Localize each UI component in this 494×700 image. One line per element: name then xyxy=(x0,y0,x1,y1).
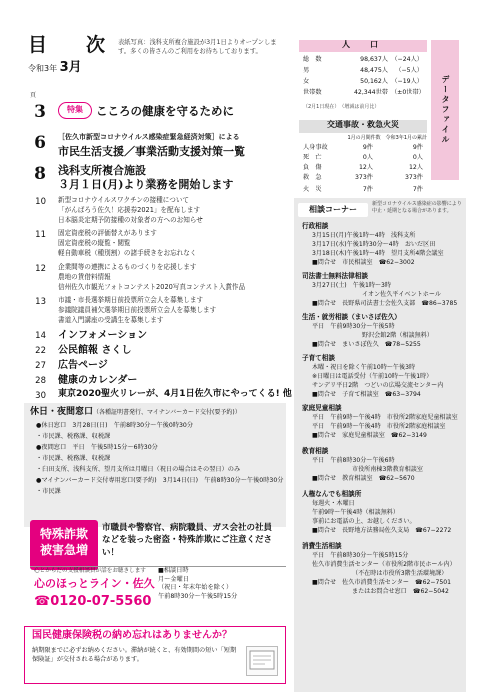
consult-line: 平日 午前9時～午後4時 市役所2階家庭相談室 xyxy=(312,423,446,430)
traffic-title: 交通事故・救急火災 xyxy=(299,120,427,133)
page-title: 目 次 xyxy=(28,34,116,56)
consult-heading: 消費生活相談 xyxy=(302,542,342,550)
toc-page-number: 6 xyxy=(34,133,46,153)
consult-line: ■問合せ 子育て相談室 ☎63−3794 xyxy=(312,391,421,398)
insurance-card-illustration xyxy=(246,646,278,676)
toc-page-number: 10 xyxy=(35,197,46,207)
consult-heading: 人権なんでも相談所 xyxy=(302,490,362,498)
consult-line: 平日 午前8時30分～午後6時 xyxy=(312,457,395,464)
toc-entry-line[interactable]: 「がんばろう佐久！応援券2021」を配布します xyxy=(58,206,201,214)
holiday-window-title: 休日・夜間窓口（各種証明書発行、マイナンバーカード交付(要予約)） xyxy=(30,407,241,417)
window-line: ・市民課、税務課、収税課 xyxy=(36,433,111,440)
toc-entry-line[interactable]: 参議院議員補欠選挙期日前投票所立会人を募集します xyxy=(58,306,217,314)
toc-entry-line[interactable]: 農地の賃借料情報 xyxy=(58,273,111,281)
toc-entry-line[interactable]: 新型コロナウイルスワクチンの接種について xyxy=(58,196,190,204)
toc-entry-line[interactable]: ［佐久市新型コロナウイルス感染症緊急経済対策］による xyxy=(58,133,240,141)
population-note: （2月1日現在） （増減は前月比） xyxy=(303,104,380,110)
hotline-hours: ■相談日時 月～金曜日 （祝日・年末年始を除く） 午前8時30分～午後5時15分 xyxy=(158,567,238,601)
window-line: ・市民課 xyxy=(36,488,61,495)
consult-line: またはお問合せ窓口 ☎62−5042 xyxy=(352,588,449,595)
toc-page-number: 3 xyxy=(34,102,46,122)
consult-line: イオン佐久平イベントホール xyxy=(362,291,441,298)
consult-line: ■問合せ 佐久市消費生活センター ☎62−7501 xyxy=(312,579,451,586)
toc-page-number: 22 xyxy=(35,346,46,356)
consult-line: 毎週火・木曜日 xyxy=(312,500,355,507)
consult-heading: 司法書士無料法律相談 xyxy=(302,272,368,280)
population-title: 人 口 xyxy=(299,40,427,52)
consult-line: 平日 午前9時30分～午後5時 xyxy=(312,323,395,330)
feature-badge: 特集 xyxy=(58,102,92,119)
hotline-title: 心のほっとライン・佐久 xyxy=(34,577,155,590)
consult-line: 野沢会館2階（相談無料） xyxy=(362,332,433,339)
consult-line: 事前にお電話の上、お越しください。 xyxy=(312,518,416,525)
consult-line: 午前9時～午後4時（相談無料） xyxy=(312,509,399,516)
toc-entry-line[interactable]: 日本脳炎定期予防接種の対象者の方へのお知らせ xyxy=(58,216,203,224)
cover-photo-note: 表紙写真：浅科支所複合施設が3月1日よりオープンします。多くの皆さんのご利用をお待ちしております。 xyxy=(118,39,277,56)
toc-entry-line[interactable]: 企業間等の連携によるものづくりを応援します xyxy=(58,263,197,271)
toc-page-number: 14 xyxy=(35,331,46,341)
window-line: ●マイナンバーカード交付専用窓口(要予約) 3月14日(日) 午前8時30分～午後0時30分 xyxy=(36,477,284,484)
window-line: ●休日窓口 3月28日(日) 午前8時30分～午後0時30分 xyxy=(36,422,194,429)
traffic-row: 救 急 373件 373件 xyxy=(303,174,423,181)
consult-heading: 行政相談 xyxy=(302,222,329,230)
toc-entry-title[interactable]: ３月１日(月)より業務を開始します xyxy=(58,178,234,191)
toc-entry-line[interactable]: 固定資産税の縦覧・閲覧 xyxy=(58,239,131,247)
consult-heading: 教育相談 xyxy=(302,447,329,455)
toc-page-number: 11 xyxy=(35,230,46,240)
toc-entry-title[interactable]: 浅科支所複合施設 xyxy=(58,164,146,177)
traffic-subheader: 1月の月間件数 令和3年1月の累計 xyxy=(347,135,427,141)
toc-entry-line[interactable]: 市議・市長選挙期日前投票所立会人を募集します xyxy=(58,296,204,304)
toc-page-number: 12 xyxy=(35,264,46,274)
consult-line: ■問合せ 教育相談室 ☎62−5670 xyxy=(312,475,415,482)
toc-entry-line[interactable]: 信州佐久市観光フォトコンテスト2020写真コンテスト入賞作品 xyxy=(58,283,246,291)
toc-entry-title[interactable]: 健康のカレンダー xyxy=(58,375,138,386)
consult-line: 3月15日(月)午後1時～4時 浅科支所 xyxy=(312,232,416,239)
consult-line: 佐久市消費生活センター（市役所2階市民ホール内） xyxy=(312,561,456,568)
toc-page-number: 30 xyxy=(35,391,46,401)
consult-heading: 子育て相談 xyxy=(302,354,335,362)
nhi-notice-text: 納期限までに必ずお納めください。滞納が続くと、有効期間の短い「短期保険証」が交付される場合があります。 xyxy=(32,647,237,663)
hotline-phone[interactable]: ☎0120-07-5560 xyxy=(34,594,152,609)
population-row: 総 数 98,637人 （−24人） xyxy=(303,56,423,63)
consult-line: 平日 午前9時～午後4時 市役所2階家庭児童相談室 xyxy=(312,414,458,421)
window-line: ●夜間窓口 平日 午後5時15分～6時30分 xyxy=(36,444,158,451)
consult-line: ■問合せ 家庭児童相談室 ☎62−3149 xyxy=(312,432,427,439)
consult-line: 3月17日(水)午後1時30分～4時 おいだ区田 xyxy=(312,241,436,248)
consult-line: ■問合せ 長野地方法務局佐久支局 ☎67−2272 xyxy=(312,527,452,534)
consult-line: サンデリ平日2階 つどいの広場交流センター内 xyxy=(312,382,444,389)
toc-entry-title[interactable]: インフォメーション xyxy=(58,330,148,341)
toc-entry-title[interactable]: 公民館報 さくし xyxy=(58,345,132,356)
hotline-subtitle: 心とからだの支援相談員が話をお聴きします xyxy=(34,568,146,574)
consult-line: ■問合せ まいさぽ佐久 ☎78−5255 xyxy=(312,341,421,348)
toc-page-number: 13 xyxy=(35,297,46,307)
traffic-row: 負 傷 12人 12人 xyxy=(303,164,423,171)
data-file-tab: データファイル xyxy=(431,40,459,180)
toc-page-number: 28 xyxy=(35,376,46,386)
traffic-row: 火 災 7件 7件 xyxy=(303,186,423,193)
window-line: ・市民課、税務課、収税課 xyxy=(36,455,111,462)
window-line: ・臼田支所、浅科支所、望月支所は月曜日（祝日の場合はその翌日）のみ xyxy=(36,466,241,473)
fraud-warning-text: 市職員や警察官、病院職員、ガス会社の社員などを装った密盗・特殊詐欺にご注意ください！ xyxy=(102,523,273,558)
nhi-notice-title: 国民健康保険税の納め忘れはありませんか？ xyxy=(32,630,232,641)
issue-date: 令和3年 3月 xyxy=(28,60,82,75)
toc-entry-line[interactable]: 軽自動車税（種別割）の諸手続きをお忘れなく xyxy=(58,249,197,257)
consult-line: ※日曜日は電話受付（午前10時～午後1時） xyxy=(312,373,433,380)
population-row: 男 48,475人 （−5人） xyxy=(303,67,423,74)
toc-page-number: 8 xyxy=(34,164,46,184)
population-row: 女 50,162人 （−19人） xyxy=(303,78,423,85)
consult-line: 市役所南棟3階教育相談室 xyxy=(352,466,423,473)
toc-page-number: 27 xyxy=(35,361,46,371)
consult-line: 3月27日(土) 午後1時～3時 xyxy=(312,282,391,289)
toc-entry-title[interactable]: 市民生活支援／事業活動支援対策一覧 xyxy=(58,145,245,158)
toc-entry-title[interactable]: こころの健康を守るために xyxy=(96,104,234,118)
consultation-note: 新型コロナウイルス感染症の影響により中止・延期となる場合があります。 xyxy=(372,201,462,214)
fraud-warning-badge: 特殊詐欺 被害急増 xyxy=(30,520,98,570)
traffic-row: 死 亡 0人 0人 xyxy=(303,154,423,161)
consult-line: 平日 午前8時30分～午後5時15分 xyxy=(312,552,409,559)
consult-line: （不在時は市役所3階生活環境課） xyxy=(352,570,448,577)
consult-line: 木曜・祝日を除く午前10時～午後3時 xyxy=(312,364,416,371)
consult-line: 3月18日(木)午後1時～4時 望月支所4階会議室 xyxy=(312,250,444,257)
toc-entry-line[interactable]: 固定資産税の評価替えがあります xyxy=(58,229,157,237)
consultation-title: 相談コーナー xyxy=(298,203,368,217)
toc-entry-title[interactable]: 東京2020聖火リレーが、4月1日佐久市にやってくる! 他 xyxy=(58,389,292,399)
traffic-row: 人身事故 9件 9件 xyxy=(303,144,423,151)
toc-entry-title[interactable]: 広告ページ xyxy=(58,360,108,371)
consult-line: ■問合せ 市民相談室 ☎62−3002 xyxy=(312,259,415,266)
consult-heading: 生活・就労相談（まいさぽ佐久） xyxy=(302,313,401,321)
toc-entry-line[interactable]: 書道入門講座の受講生を募集します xyxy=(58,316,164,324)
consult-heading: 家庭児童相談 xyxy=(302,404,342,412)
page-column-label: 頁 xyxy=(30,92,37,99)
population-row: 世帯数 42,344世帯 （±0世帯） xyxy=(303,89,425,96)
consult-line: ■問合せ 長野県司法書士会佐久支部 ☎86−3785 xyxy=(312,300,458,307)
